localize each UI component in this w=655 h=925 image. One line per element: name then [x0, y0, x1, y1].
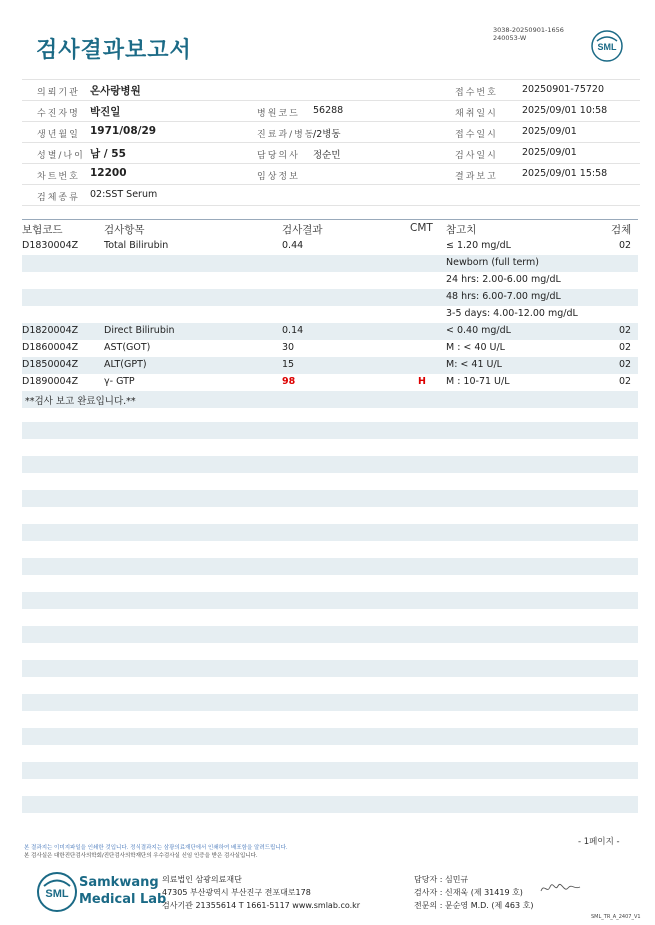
samkwang-logo-icon	[36, 871, 78, 913]
empty-row-band	[22, 592, 638, 609]
result-ref: < 0.40 mg/dL	[446, 325, 511, 336]
info-value: 박진일	[90, 106, 121, 118]
info-label: 임상정보	[257, 172, 300, 182]
empty-row-band	[22, 490, 638, 507]
result-code: D1830004Z	[22, 240, 79, 251]
result-row	[22, 391, 638, 408]
result-item: γ- GTP	[104, 376, 135, 387]
info-label: 담당의사	[257, 151, 300, 161]
info-value: 정순민	[313, 150, 341, 161]
info-value: 02:SST Serum	[90, 189, 158, 200]
header-reference: 참고치	[446, 224, 477, 236]
info-label: 접수번호	[455, 88, 498, 98]
info-label: 수진자명	[37, 109, 80, 119]
info-row	[22, 79, 640, 101]
result-row	[22, 306, 638, 323]
result-ref: M: < 41 U/L	[446, 359, 502, 370]
document-id-line1: 3038-20250901-1656	[493, 26, 564, 34]
empty-row-band	[22, 456, 638, 473]
result-spec: 02	[619, 376, 632, 387]
info-label: 병원코드	[257, 109, 300, 119]
institution-contact: 검사기관 21355614 T 1661-5117 www.smlab.co.kr	[162, 901, 361, 910]
info-value: 2025/09/01 15:58	[522, 168, 608, 179]
result-spec: 02	[619, 240, 632, 251]
result-row	[22, 340, 638, 357]
info-row	[22, 122, 640, 143]
info-label: 생년월일	[37, 130, 80, 140]
info-value: 12200	[90, 167, 127, 179]
info-row	[22, 185, 640, 206]
result-spec: 02	[619, 359, 632, 370]
empty-row-band	[22, 796, 638, 813]
info-value: 온사랑병원	[90, 85, 141, 97]
result-ref: M : < 40 U/L	[446, 342, 505, 353]
result-spec: 02	[619, 342, 632, 353]
result-code: D1890004Z	[22, 376, 79, 387]
info-label: 성별/나이	[37, 151, 85, 161]
empty-row-band	[22, 422, 638, 439]
info-label: 차트번호	[37, 172, 80, 182]
result-row	[22, 272, 638, 289]
result-code: **검사 보고 완료입니다.**	[25, 396, 136, 407]
header-cmt: CMT	[410, 222, 433, 234]
header-test-item: 검사항목	[104, 224, 145, 236]
info-row	[22, 164, 640, 185]
institution-name: 의료법인 삼광의료재단	[162, 875, 242, 884]
result-ref: Newborn (full term)	[446, 257, 539, 268]
empty-row-band	[22, 524, 638, 541]
info-value: 2025/09/01 10:58	[522, 105, 608, 116]
info-value: 56288	[313, 105, 344, 116]
print-notice: 본 결과지는 이미지파일을 인쇄한 것입니다. 정식결과지는 삼광의료재단에서 인쇄하여 배포함을 알려드립니다.	[24, 845, 288, 851]
info-label: 결과보고	[455, 172, 498, 182]
info-row	[22, 143, 640, 164]
info-label: 채취일시	[455, 109, 498, 119]
report-title: 검사결과보고서	[36, 38, 192, 63]
info-value: /2병동	[313, 129, 341, 140]
sml-logo-icon	[591, 30, 623, 62]
result-code: D1860004Z	[22, 342, 79, 353]
result-row	[22, 374, 638, 391]
document-id-line2: 240053-W	[493, 34, 527, 42]
info-row	[22, 101, 640, 122]
results-header	[22, 219, 638, 238]
info-label: 검체종류	[37, 193, 80, 203]
result-ref: 48 hrs: 6.00-7.00 mg/dL	[446, 291, 561, 302]
staff-tester: 검사자 : 신재욱 (제 31419 호)	[414, 888, 523, 897]
samkwang-logo-text: SML	[45, 888, 69, 900]
info-label: 접수일시	[455, 130, 498, 140]
info-value: 2025/09/01	[522, 126, 577, 137]
empty-row-band	[22, 558, 638, 575]
result-row	[22, 255, 638, 272]
result-result: 15	[282, 359, 295, 370]
result-row	[22, 357, 638, 374]
result-row	[22, 289, 638, 306]
result-item: AST(GOT)	[104, 342, 151, 353]
result-result: 98	[282, 376, 296, 387]
staff-manager: 담당자 : 심민규	[414, 875, 469, 884]
document-id	[493, 26, 564, 42]
institution-info	[162, 873, 360, 912]
institution-address: 47305 부산광역시 부산진구 전포대로178	[162, 888, 311, 897]
staff-info	[414, 873, 533, 912]
brand-name-line2: Medical Lab	[79, 892, 167, 907]
result-spec: 02	[619, 325, 632, 336]
empty-row-band	[22, 762, 638, 779]
results-body	[22, 238, 638, 408]
result-cmt: H	[418, 376, 426, 387]
info-value: 1971/08/29	[90, 125, 157, 137]
result-code: D1820004Z	[22, 325, 79, 336]
results-table	[22, 219, 638, 408]
info-label: 검사일시	[455, 151, 498, 161]
result-result: 0.44	[282, 240, 304, 251]
result-ref: ≤ 1.20 mg/dL	[446, 240, 511, 251]
certification-notice: 본 검사실은 대한진단검사의학회/진단검사의학재단의 우수검사실 신임 인증을 받은 검사실입니다.	[24, 853, 258, 859]
empty-row-band	[22, 694, 638, 711]
sml-logo-text: SML	[597, 42, 617, 52]
brand-name-line1: Samkwang	[79, 875, 159, 890]
result-result: 30	[282, 342, 295, 353]
info-label: 진료과/병동	[257, 130, 316, 140]
result-result: 0.14	[282, 325, 304, 336]
page-number: - 1페이지 -	[578, 837, 620, 847]
patient-info-table	[22, 79, 640, 206]
header-test-result: 검사결과	[282, 224, 323, 236]
result-item: Direct Bilirubin	[104, 325, 175, 336]
empty-row-band	[22, 728, 638, 745]
result-row	[22, 323, 638, 340]
result-ref: 24 hrs: 2.00-6.00 mg/dL	[446, 274, 561, 285]
info-value: 남 / 55	[90, 148, 126, 160]
info-label: 의뢰기관	[37, 88, 80, 98]
signature-image	[538, 880, 584, 896]
result-ref: M : 10-71 U/L	[446, 376, 510, 387]
header-specimen: 검체	[611, 224, 632, 236]
result-row	[22, 238, 638, 255]
staff-specialist: 전문의 : 문순영 M.D. (제 463 호)	[414, 901, 534, 910]
empty-row-band	[22, 626, 638, 643]
empty-row-band	[22, 660, 638, 677]
header-insurance-code: 보험코드	[22, 224, 63, 236]
result-item: Total Bilirubin	[104, 240, 169, 251]
result-item: ALT(GPT)	[104, 359, 147, 370]
result-code: D1850004Z	[22, 359, 79, 370]
info-value: 2025/09/01	[522, 147, 577, 158]
result-ref: 3-5 days: 4.00-12.00 mg/dL	[446, 308, 578, 319]
form-code: SML_TR_A_2407_V1	[591, 914, 641, 920]
info-value: 20250901-75720	[522, 84, 605, 95]
